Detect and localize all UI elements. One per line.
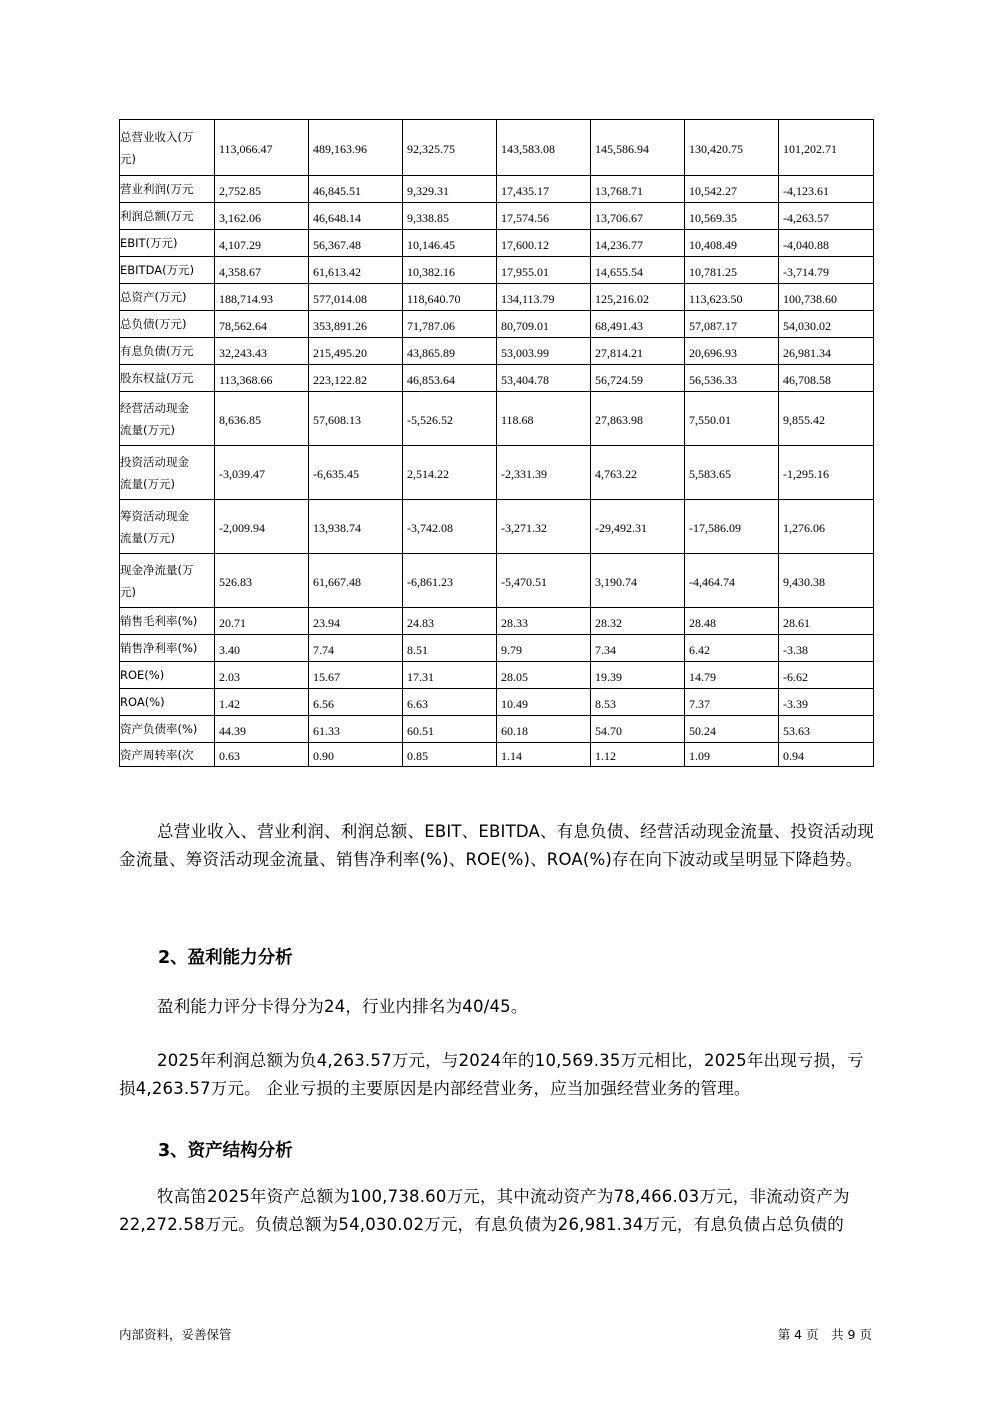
table-row [120, 392, 874, 446]
table-cell: -3,271.32 [497, 500, 591, 554]
row-label-line: 流量(万元) [120, 422, 175, 437]
row-label-line: 利润总额(万元 [120, 209, 194, 223]
table-cell: 46,708.58 [779, 365, 874, 392]
table-row [120, 500, 874, 554]
section-heading-profitability: 2、盈利能力分析 [158, 948, 293, 968]
table-cell: 60.51 [403, 716, 497, 743]
table-row [120, 176, 874, 203]
row-label-line: 股东权益(万元 [120, 371, 194, 385]
table-cell: 143,583.08 [497, 120, 591, 176]
table-row [120, 203, 874, 230]
table-cell: 6.42 [685, 635, 779, 662]
table-cell: 8.51 [403, 635, 497, 662]
table-cell: 17,955.01 [497, 257, 591, 284]
table-cell: 7.37 [685, 689, 779, 716]
table-cell: -17,586.09 [685, 500, 779, 554]
table-cell: 1.14 [497, 743, 591, 767]
table-cell: 60.18 [497, 716, 591, 743]
row-label-line: 经营活动现金 [120, 400, 189, 415]
table-cell: 23.94 [309, 608, 403, 635]
table-cell: 489,163.96 [309, 120, 403, 176]
table-cell: 9,329.31 [403, 176, 497, 203]
row-label-line: 总负债(万元) [120, 317, 187, 331]
profit-loss-paragraph: 2025年利润总额为负4,263.57万元，与2024年的10,569.35万元相比，2025年出现亏损，亏损4,263.57万元。 企业亏损的主要原因是内部经营业务，应当加强经营业务的管理。 [119, 1051, 864, 1098]
table-cell: 7.74 [309, 635, 403, 662]
row-label-line: 销售毛利率(%) [120, 614, 198, 628]
table-cell: 53,404.78 [497, 365, 591, 392]
table-cell: 17,600.12 [497, 230, 591, 257]
table-cell: 56,367.48 [309, 230, 403, 257]
table-cell: 9,430.38 [779, 554, 874, 608]
table-cell: 0.85 [403, 743, 497, 767]
table-cell: 215,495.20 [309, 338, 403, 365]
table-row [120, 716, 874, 743]
table-cell: -5,526.52 [403, 392, 497, 446]
row-label [120, 120, 215, 176]
table-cell: 56,536.33 [685, 365, 779, 392]
table-cell: -3.39 [779, 689, 874, 716]
table-cell: -29,492.31 [591, 500, 685, 554]
row-label [120, 230, 215, 257]
table-row [120, 284, 874, 311]
table-row [120, 608, 874, 635]
row-label-line: 有息负债(万元 [120, 344, 194, 358]
table-cell: 9,338.85 [403, 203, 497, 230]
footer-page-number: 第 4 页 共 9 页 [777, 1327, 872, 1342]
table-cell: 10,408.49 [685, 230, 779, 257]
table-cell: 10,781.25 [685, 257, 779, 284]
table-cell: 125,216.02 [591, 284, 685, 311]
table-cell: 28.33 [497, 608, 591, 635]
row-label-line: 元) [120, 151, 136, 166]
table-cell: -5,470.51 [497, 554, 591, 608]
table-cell: 1,276.06 [779, 500, 874, 554]
table-cell: 2,514.22 [403, 446, 497, 500]
row-label [120, 311, 215, 338]
footer-confidential-note: 内部资料，妥善保管 [119, 1327, 232, 1342]
table-cell: 1.12 [591, 743, 685, 767]
table-cell: -6,861.23 [403, 554, 497, 608]
row-label [120, 500, 215, 554]
table-cell: 61.33 [309, 716, 403, 743]
table-cell: 26,981.34 [779, 338, 874, 365]
table-cell: 1.42 [215, 689, 309, 716]
row-label [120, 284, 215, 311]
row-label-line: 现金净流量(万 [120, 562, 194, 577]
table-cell: 24.83 [403, 608, 497, 635]
profitability-score-paragraph: 盈利能力评分卡得分为24，行业内排名为40/45。 [157, 997, 528, 1016]
table-cell: 9.79 [497, 635, 591, 662]
table-row [120, 311, 874, 338]
table-row [120, 365, 874, 392]
table-cell: 27,863.98 [591, 392, 685, 446]
table-cell: 27,814.21 [591, 338, 685, 365]
table-cell: 188,714.93 [215, 284, 309, 311]
table-cell: 0.94 [779, 743, 874, 767]
table-cell: -1,295.16 [779, 446, 874, 500]
row-label [120, 635, 215, 662]
table-cell: 56,724.59 [591, 365, 685, 392]
table-cell: -3,039.47 [215, 446, 309, 500]
table-cell: 17,435.17 [497, 176, 591, 203]
row-label [120, 689, 215, 716]
table-row [120, 689, 874, 716]
table-cell: 8,636.85 [215, 392, 309, 446]
table-cell: 223,122.82 [309, 365, 403, 392]
table-cell: 78,562.64 [215, 311, 309, 338]
row-label [120, 662, 215, 689]
table-cell: 2,752.85 [215, 176, 309, 203]
table-row [120, 446, 874, 500]
table-row [120, 662, 874, 689]
table-row [120, 635, 874, 662]
row-label-line: 流量(万元) [120, 476, 175, 491]
table-cell: 28.61 [779, 608, 874, 635]
table-cell: -6,635.45 [309, 446, 403, 500]
table-cell: 6.63 [403, 689, 497, 716]
table-cell: 14.79 [685, 662, 779, 689]
table-cell: 68,491.43 [591, 311, 685, 338]
table-row [120, 120, 874, 176]
row-label [120, 554, 215, 608]
table-cell: -2,331.39 [497, 446, 591, 500]
table-cell: 17,574.56 [497, 203, 591, 230]
table-cell: 71,787.06 [403, 311, 497, 338]
table-cell: 43,865.89 [403, 338, 497, 365]
table-cell: -2,009.94 [215, 500, 309, 554]
table-row [120, 554, 874, 608]
row-label [120, 608, 215, 635]
asset-structure-paragraph: 牧高笛2025年资产总额为100,738.60万元，其中流动资产为78,466.03万元，非流动资产为22,272.58万元。负债总额为54,030.02万元，有息负债为26,981.34万元，有息负债占总负债的 [119, 1187, 850, 1234]
table-cell: 118,640.70 [403, 284, 497, 311]
table-cell: 145,586.94 [591, 120, 685, 176]
table-cell: 3,190.74 [591, 554, 685, 608]
table-cell: 28.48 [685, 608, 779, 635]
table-cell: 3.40 [215, 635, 309, 662]
row-label-line: 筹资活动现金 [120, 508, 189, 523]
table-cell: 13,706.67 [591, 203, 685, 230]
table-row [120, 257, 874, 284]
table-cell: 7.34 [591, 635, 685, 662]
row-label-line: EBITDA(万元) [120, 263, 195, 277]
table-cell: 0.90 [309, 743, 403, 767]
row-label-line: 营业利润(万元 [120, 182, 194, 196]
table-cell: -4,123.61 [779, 176, 874, 203]
row-label-line: ROE(%) [120, 668, 165, 682]
table-cell: 130,420.75 [685, 120, 779, 176]
table-cell: 44.39 [215, 716, 309, 743]
table-cell: 19.39 [591, 662, 685, 689]
row-label-line: 总营业收入(万 [120, 129, 194, 144]
table-cell: 14,655.54 [591, 257, 685, 284]
section-heading-asset-structure: 3、资产结构分析 [158, 1141, 293, 1161]
row-label-line: 销售净利率(%) [120, 641, 198, 655]
table-cell: 46,853.64 [403, 365, 497, 392]
row-label [120, 365, 215, 392]
table-cell: 54.70 [591, 716, 685, 743]
row-label-line: 元) [120, 584, 136, 599]
table-cell: 10,542.27 [685, 176, 779, 203]
row-label-line: EBIT(万元) [120, 236, 178, 250]
table-cell: 14,236.77 [591, 230, 685, 257]
table-cell: 6.56 [309, 689, 403, 716]
table-row [120, 338, 874, 365]
table-cell: -4,464.74 [685, 554, 779, 608]
row-label-line: ROA(%) [120, 695, 165, 709]
table-cell: 134,113.79 [497, 284, 591, 311]
table-row [120, 230, 874, 257]
table-cell: 8.53 [591, 689, 685, 716]
table-cell: -3.38 [779, 635, 874, 662]
row-label [120, 716, 215, 743]
row-label [120, 257, 215, 284]
table-cell: 9,855.42 [779, 392, 874, 446]
table-cell: -4,040.88 [779, 230, 874, 257]
table-cell: 10.49 [497, 689, 591, 716]
table-cell: 4,358.67 [215, 257, 309, 284]
table-row [120, 743, 874, 767]
table-cell: 46,845.51 [309, 176, 403, 203]
table-cell: 92,325.75 [403, 120, 497, 176]
table-cell: 54,030.02 [779, 311, 874, 338]
table-cell: 32,243.43 [215, 338, 309, 365]
row-label-line: 投资活动现金 [120, 454, 189, 469]
table-cell: 17.31 [403, 662, 497, 689]
row-label [120, 338, 215, 365]
row-label [120, 446, 215, 500]
table-cell: 57,608.13 [309, 392, 403, 446]
table-cell: 113,368.66 [215, 365, 309, 392]
table-cell: 113,623.50 [685, 284, 779, 311]
table-cell: 10,146.45 [403, 230, 497, 257]
table-cell: 4,107.29 [215, 230, 309, 257]
table-cell: 61,613.42 [309, 257, 403, 284]
row-label-line: 资产负债率(%) [120, 722, 198, 736]
table-cell: 526.83 [215, 554, 309, 608]
table-cell: 100,738.60 [779, 284, 874, 311]
table-cell: 20,696.93 [685, 338, 779, 365]
row-label-line: 总资产(万元) [120, 290, 187, 304]
row-label [120, 392, 215, 446]
table-cell: 3,162.06 [215, 203, 309, 230]
table-cell: -3,742.08 [403, 500, 497, 554]
table-cell: 53.63 [779, 716, 874, 743]
table-cell: 5,583.65 [685, 446, 779, 500]
summary-paragraph: 总营业收入、营业利润、利润总额、EBIT、EBITDA、有息负债、经营活动现金流量、投资活动现金流量、筹资活动现金流量、销售净利率(%)、ROE(%)、ROA(%)存在向下波动或呈明显下降趋势。 [119, 822, 874, 869]
table-cell: 118.68 [497, 392, 591, 446]
table-cell: 0.63 [215, 743, 309, 767]
table-cell: 61,667.48 [309, 554, 403, 608]
table-cell: 46,648.14 [309, 203, 403, 230]
table-cell: 101,202.71 [779, 120, 874, 176]
table-cell: 13,938.74 [309, 500, 403, 554]
table-cell: -6.62 [779, 662, 874, 689]
row-label [120, 743, 215, 767]
table-cell: 2.03 [215, 662, 309, 689]
table-cell: 10,382.16 [403, 257, 497, 284]
table-cell: 353,891.26 [309, 311, 403, 338]
table-cell: 1.09 [685, 743, 779, 767]
table-cell: 113,066.47 [215, 120, 309, 176]
table-cell: 7,550.01 [685, 392, 779, 446]
table-cell: 577,014.08 [309, 284, 403, 311]
row-label [120, 176, 215, 203]
table-cell: 13,768.71 [591, 176, 685, 203]
table-cell: -4,263.57 [779, 203, 874, 230]
row-label [120, 203, 215, 230]
financial-indicators-table [119, 119, 874, 767]
table-cell: 50.24 [685, 716, 779, 743]
table-cell: -3,714.79 [779, 257, 874, 284]
table-cell: 10,569.35 [685, 203, 779, 230]
table-cell: 28.32 [591, 608, 685, 635]
table-cell: 57,087.17 [685, 311, 779, 338]
table-cell: 15.67 [309, 662, 403, 689]
table-cell: 28.05 [497, 662, 591, 689]
table-cell: 53,003.99 [497, 338, 591, 365]
row-label-line: 流量(万元) [120, 530, 175, 545]
table-cell: 4,763.22 [591, 446, 685, 500]
row-label-line: 资产周转率(次 [120, 747, 194, 762]
table-cell: 80,709.01 [497, 311, 591, 338]
table-cell: 20.71 [215, 608, 309, 635]
